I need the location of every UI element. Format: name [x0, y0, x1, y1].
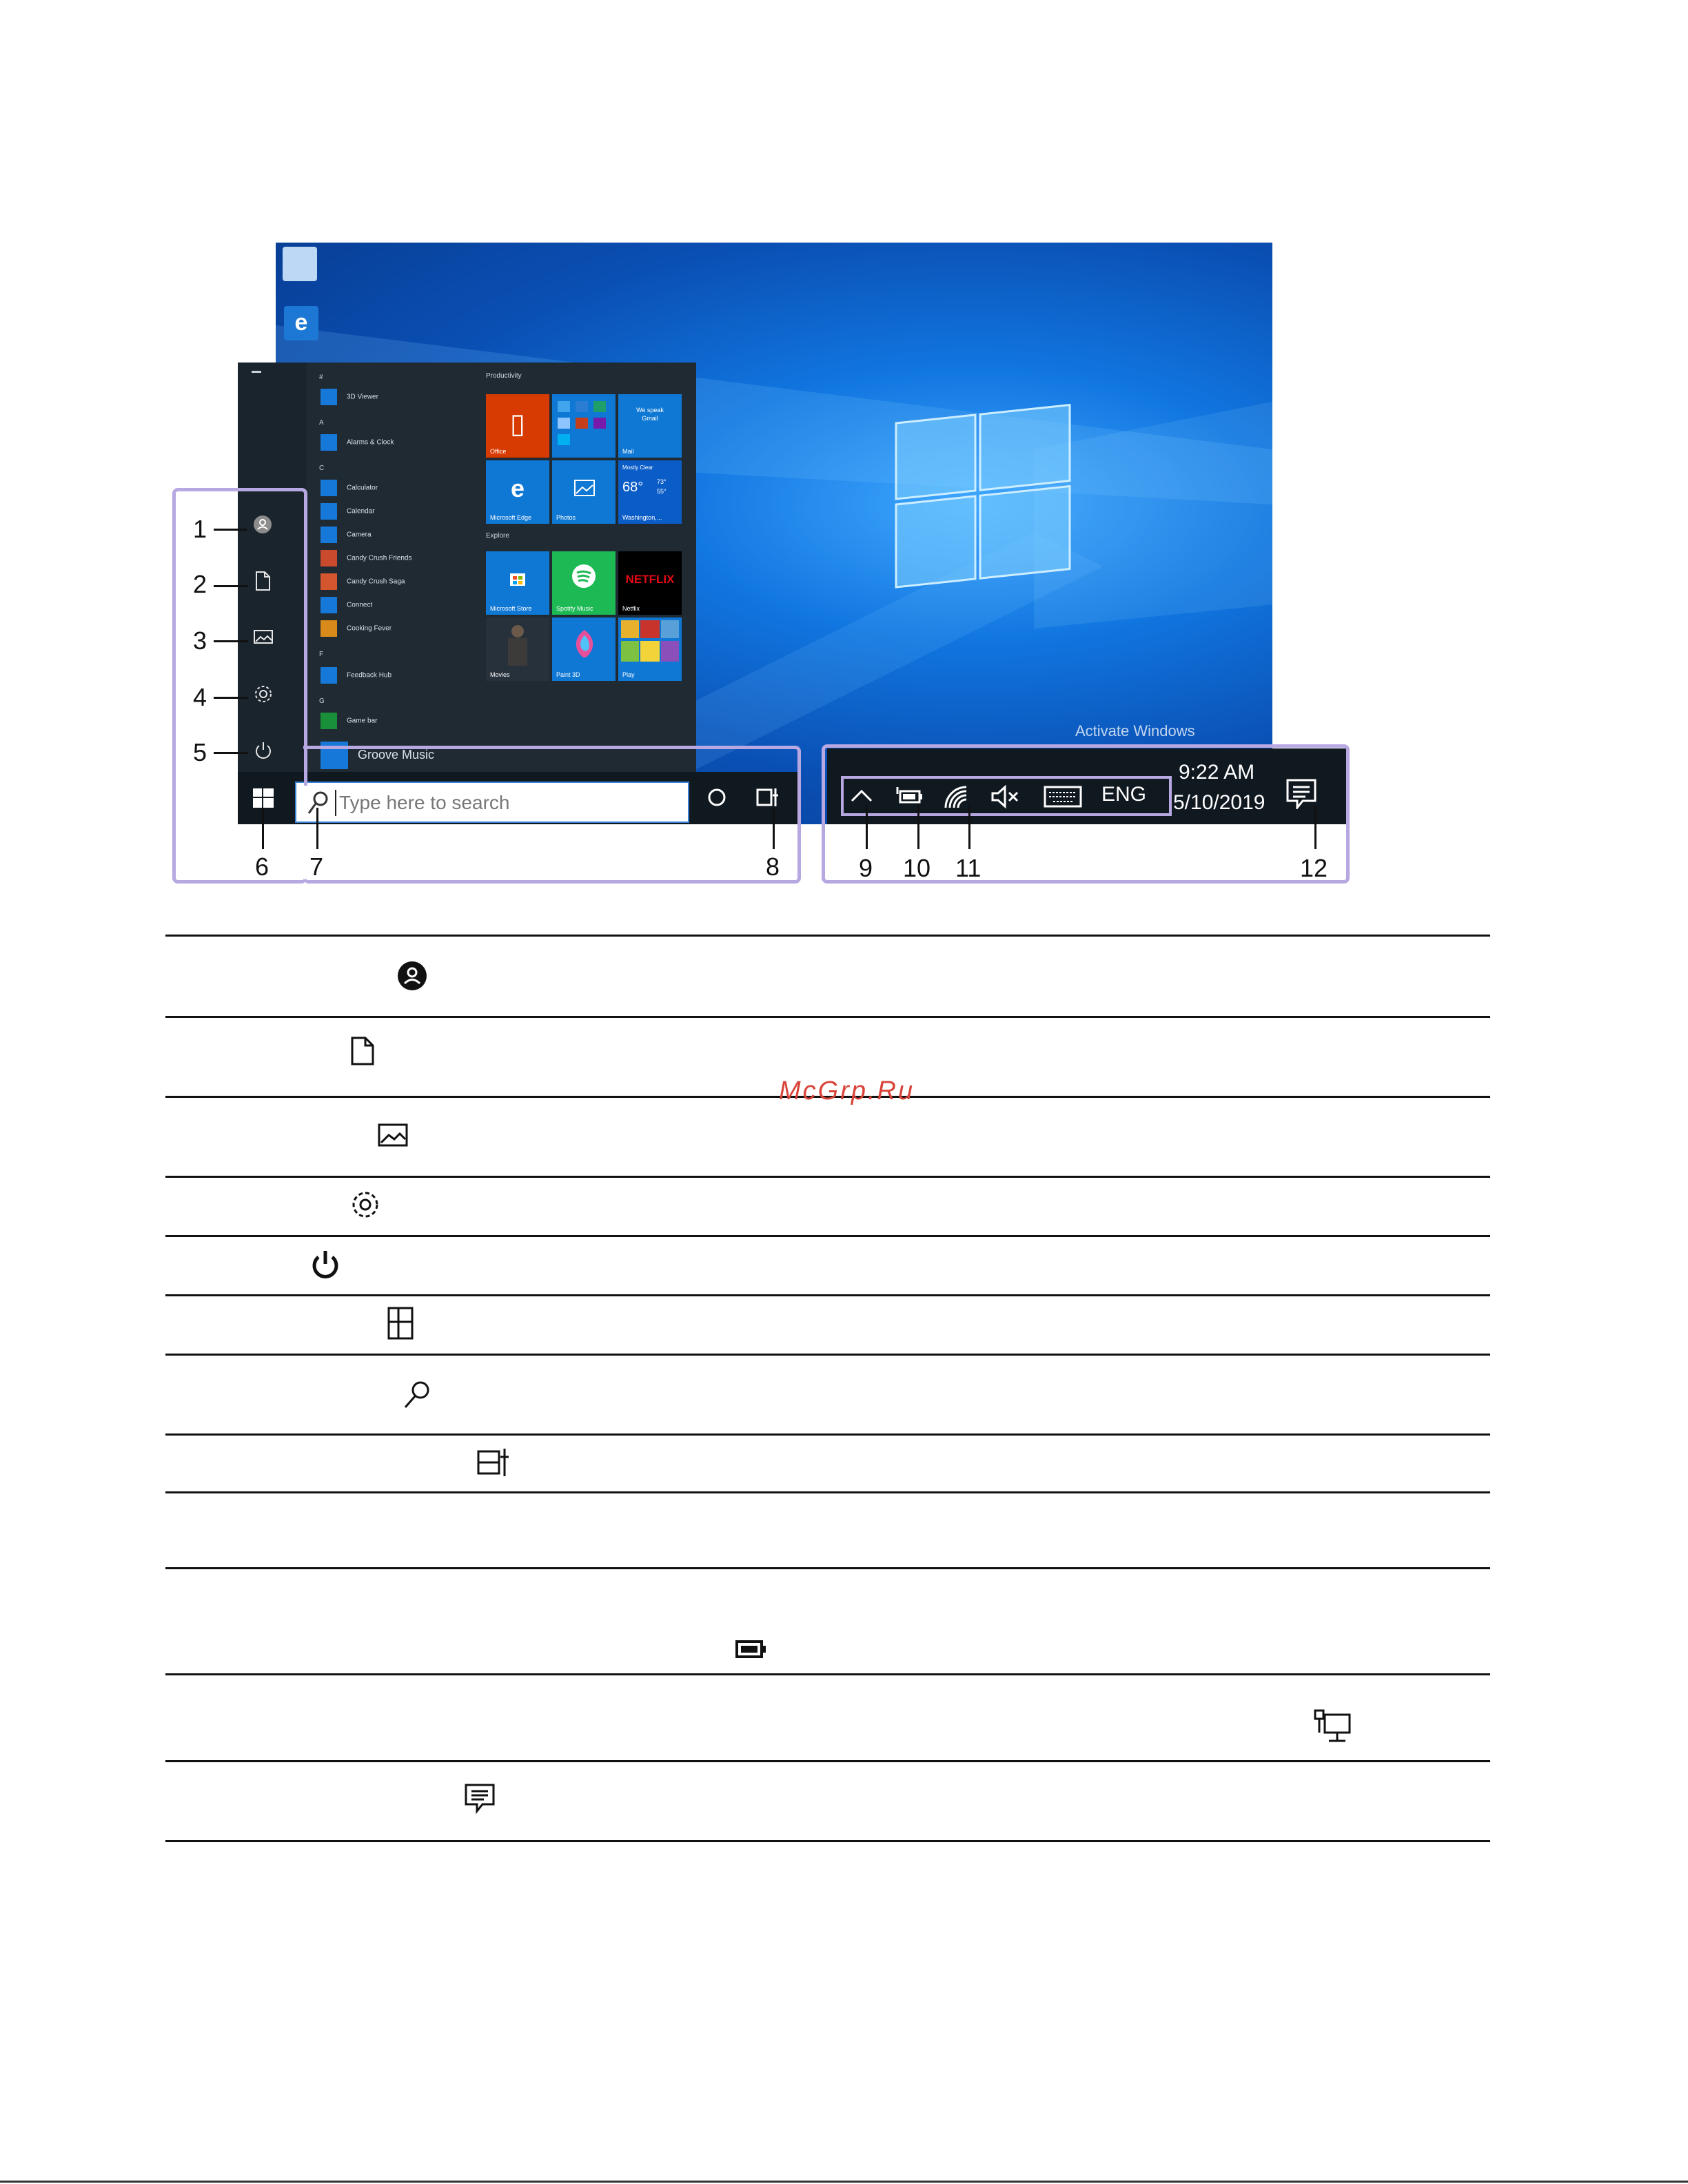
callout-frame-taskbar-right — [303, 746, 801, 884]
app-tile-icon — [321, 713, 337, 729]
app-list-item[interactable]: Connect — [321, 597, 372, 615]
documents-icon — [350, 1037, 375, 1065]
table-rule — [165, 1491, 1490, 1493]
callout-leader-line — [262, 808, 264, 849]
callout-frame-taskbar-left — [172, 782, 307, 884]
windows-start-icon — [387, 1307, 414, 1340]
app-list-item[interactable]: Candy Crush Saga — [321, 573, 405, 591]
table-rule — [165, 1354, 1490, 1356]
callout-number: 9 — [859, 854, 873, 882]
app-list-letter[interactable]: C — [319, 465, 325, 472]
app-tile-icon — [321, 503, 337, 520]
callout-leader-line — [968, 805, 970, 849]
edge-desktop-icon[interactable]: e — [284, 306, 318, 340]
app-list-item[interactable]: Candy Crush Friends — [321, 550, 411, 568]
app-tile-icon — [321, 597, 337, 613]
table-rule — [165, 1567, 1490, 1569]
tile-office-apps-folder[interactable] — [552, 394, 616, 458]
search-placeholder: Type here to search — [339, 792, 510, 813]
callout-leader-line — [1314, 805, 1316, 849]
table-rule — [165, 1673, 1490, 1675]
paint3d-icon — [573, 629, 596, 659]
app-list-item[interactable]: Feedback Hub — [321, 667, 392, 685]
tile-weather[interactable]: Mostly Clear 68° 73° 55° Washington,... — [618, 460, 682, 524]
callout-frame-notification-area — [822, 744, 1350, 884]
office-apps-icon — [552, 394, 616, 458]
callout-leader-line — [214, 529, 247, 531]
app-tile-icon — [321, 434, 337, 451]
pictures-icon — [378, 1123, 408, 1147]
action-center-icon — [465, 1784, 495, 1814]
app-list-letter[interactable]: A — [319, 419, 324, 427]
recycle-bin-icon[interactable] — [283, 247, 317, 281]
task-view-icon — [477, 1447, 510, 1478]
tile-office[interactable]: ▯ Office — [486, 394, 549, 458]
app-list-item[interactable]: 3D Viewer — [321, 389, 378, 407]
table-rule — [165, 1294, 1490, 1296]
app-list-item[interactable]: Camera — [321, 527, 372, 544]
tile-microsoft-store[interactable]: Microsoft Store — [486, 551, 549, 615]
callout-number: 7 — [309, 853, 324, 881]
callout-number: 8 — [766, 853, 780, 881]
tile-play[interactable]: Play — [618, 618, 682, 681]
app-list-item[interactable]: Groove Music — [321, 742, 434, 759]
app-tile-icon — [321, 667, 337, 684]
store-bag-icon — [508, 568, 527, 587]
hamburger-icon[interactable] — [252, 369, 263, 375]
callout-number: 6 — [255, 853, 270, 881]
app-list-letter[interactable]: # — [319, 374, 323, 381]
photos-icon — [574, 480, 595, 496]
app-list-item[interactable]: Calculator — [321, 480, 378, 498]
app-tile-icon — [321, 550, 337, 567]
app-list-letter[interactable]: G — [319, 697, 325, 705]
callout-number: 2 — [193, 570, 207, 598]
table-rule — [165, 1760, 1490, 1762]
app-list-item[interactable]: Alarms & Clock — [321, 434, 394, 452]
callout-number: 5 — [193, 738, 207, 766]
table-rule — [165, 935, 1490, 937]
app-list-item[interactable]: Cooking Fever — [321, 620, 392, 638]
callout-leader-line — [866, 805, 868, 849]
table-rule — [165, 1235, 1490, 1237]
callout-number: 3 — [193, 626, 207, 655]
office-icon: ▯ — [509, 409, 525, 440]
page-bottom-edge — [0, 2181, 1688, 2183]
tile-photos[interactable]: Photos — [552, 460, 616, 524]
app-tile-icon — [321, 573, 337, 590]
watermark-text: McGrp.Ru — [779, 1076, 915, 1105]
app-list-item[interactable]: Game bar — [321, 713, 377, 731]
edge-icon: e — [510, 474, 525, 503]
callout-number: 1 — [193, 515, 207, 543]
table-rule — [165, 1840, 1490, 1842]
games-collage-image — [618, 618, 682, 666]
clock-date[interactable]: 5/10/2019 — [1173, 791, 1265, 814]
callout-number: 11 — [955, 854, 982, 882]
tile-paint-3d[interactable]: Paint 3D — [552, 618, 616, 681]
app-list-item[interactable]: Calendar — [321, 503, 375, 521]
activate-windows-watermark: Activate Windows — [1075, 722, 1195, 739]
tile-netflix[interactable]: NETFLIX Netflix — [618, 551, 682, 615]
input-language-indicator[interactable]: ENG — [1101, 783, 1147, 806]
settings-gear-icon — [350, 1190, 380, 1220]
app-list-letter[interactable]: F — [319, 651, 324, 658]
tile-group-title: Explore — [486, 532, 509, 540]
callout-leader-line — [214, 752, 248, 754]
power-icon — [310, 1249, 340, 1280]
callout-number: 4 — [193, 683, 207, 711]
search-icon — [403, 1380, 431, 1410]
callout-number: 10 — [903, 854, 931, 882]
tile-group-title: Productivity — [486, 372, 522, 380]
callout-leader-line — [316, 808, 318, 849]
tile-microsoft-edge[interactable]: e Microsoft Edge — [486, 460, 549, 524]
tile-spotify[interactable]: Spotify Music — [552, 551, 616, 615]
app-tile-icon — [321, 620, 337, 637]
tile-movies[interactable]: Movies — [486, 618, 549, 681]
table-rule — [165, 1016, 1490, 1018]
table-rule — [165, 1433, 1490, 1436]
wired-network-icon — [1312, 1709, 1352, 1745]
tile-mail[interactable]: We speak Gmail Mail — [618, 394, 682, 458]
app-tile-icon — [321, 389, 337, 405]
callout-leader-line — [214, 697, 248, 699]
callout-leader-line — [214, 640, 248, 642]
windows-logo — [896, 405, 1070, 587]
table-rule — [165, 1176, 1490, 1178]
battery-icon — [735, 1639, 768, 1660]
callout-leader-line — [214, 585, 248, 587]
spotify-icon — [571, 564, 596, 589]
movie-poster-image — [502, 622, 533, 666]
callout-leader-line — [917, 805, 919, 849]
callout-leader-line — [773, 808, 775, 849]
app-tile-icon — [321, 480, 337, 496]
app-tile-icon — [321, 527, 337, 543]
callout-number: 12 — [1300, 854, 1328, 882]
clock-time[interactable]: 9:22 AM — [1179, 761, 1255, 784]
account-icon — [397, 961, 427, 991]
